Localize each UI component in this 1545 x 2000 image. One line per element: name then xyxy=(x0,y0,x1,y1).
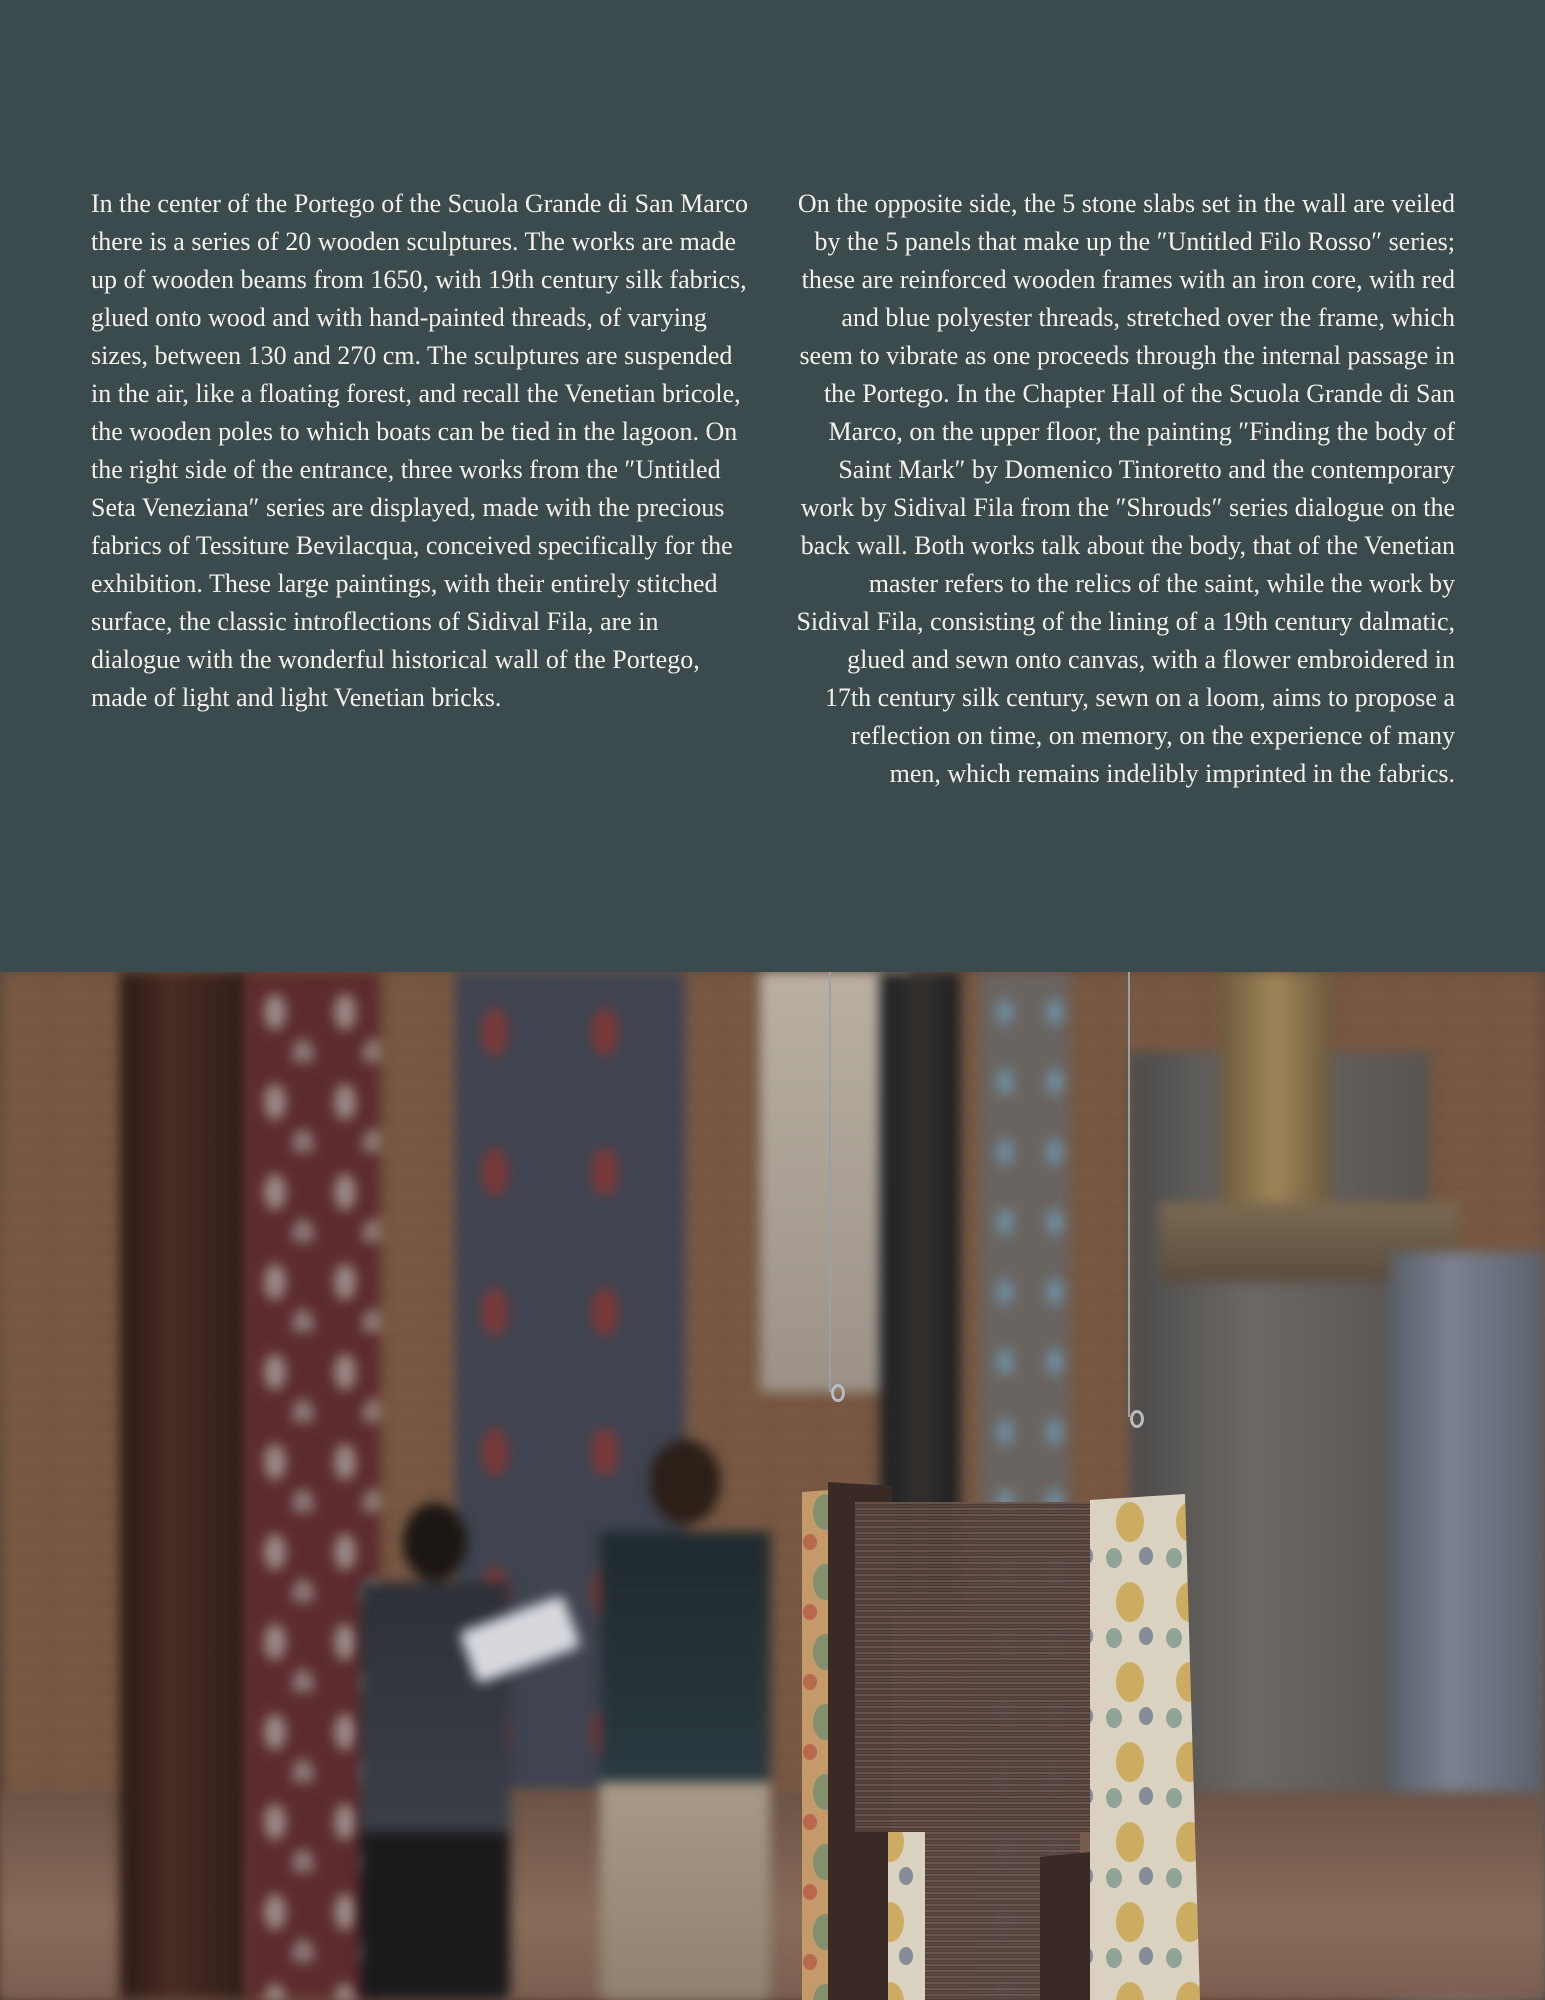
sculpture-left-fabric xyxy=(802,1490,830,2000)
suspension-wire-left xyxy=(829,972,831,1392)
sculpture-inner-beam xyxy=(1040,1852,1090,2000)
article-text-section xyxy=(0,0,1545,972)
sculpture-lower-left-fabric xyxy=(888,1832,925,2000)
hanging-sculpture xyxy=(800,1412,1220,2000)
article-left-column: In the center of the Portego of the Scuola Grande di San Marco there is a series of 20 wooden sculptures. The works are made up of wooden beams from 1650, with 19th century silk fabrics, glued onto wood and with hand-painted threads, of varying sizes, between 130 and 270 cm. The sculptures are suspended in the air, like a floating forest, and recall the Venetian bricole, the wooden poles to which boats can be tied in the lagoon. On the right side of the entrance, three works from the ″Untitled Seta Veneziana″ series are displayed, made with the precious fabrics of Tessiture Bevilacqua, conceived specifically for the exhibition. These large paintings, with their entirely stitched surface, the classic introflections of Sidival Fila, are in dialogue with the wonderful historical wall of the Portego, made of light and light Venetian bricks. xyxy=(91,189,749,712)
sculpture-right-fabric xyxy=(1090,1494,1200,2000)
article-right-column: On the opposite side, the 5 stone slabs set in the wall are veiled by the 5 panels that make up the ″Untitled Filo Rosso″ series; these are reinforced wooden frames with an iron core, with red and blue polyester threads, stretched over the frame, which seem to vibrate as one proceeds through the internal passage in the Portego. In the Chapter Hall of the Scuola Grande di San Marco, on the upper floor, the painting ″Finding the body of Saint Mark″ by Domenico Tintoretto and the contemporary work by Sidival Fila from the ″Shrouds″ series dialogue on the back wall. Both works talk about the body, that of the Venetian master refers to the relics of the saint, while the work by Sidival Fila, consisting of the lining of a 19th century dalmatic, glued and sewn onto canvas, with a flower embroidered in 17th century silk century, sewn on a loom, aims to propose a reflection on time, on memory, on the experience of many men, which remains indelibly imprinted in the fabrics. xyxy=(796,189,1455,788)
visitor-reading xyxy=(360,1492,510,2000)
suspension-wire-right xyxy=(1128,972,1130,1417)
wooden-sculpture-dark xyxy=(120,972,250,2000)
visitor-standing xyxy=(600,1422,770,2000)
gilded-column-base xyxy=(1220,972,1330,1222)
exhibition-photo xyxy=(0,972,1545,2000)
suspension-ring-left xyxy=(831,1384,845,1402)
